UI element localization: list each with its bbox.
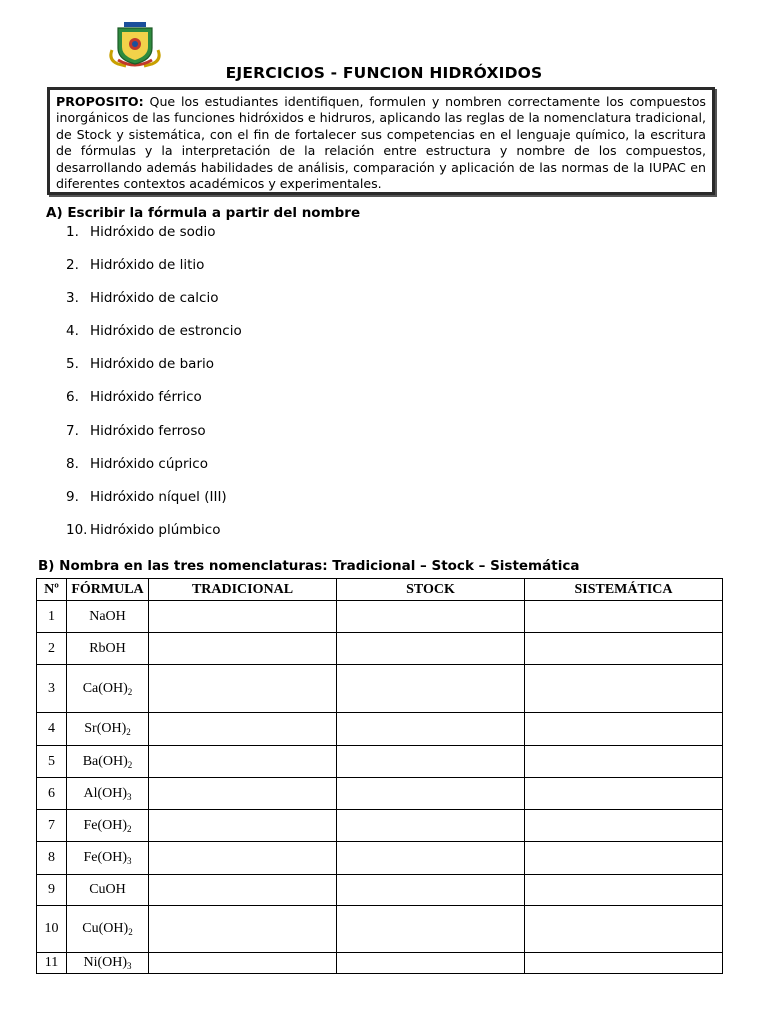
stock-answer-cell[interactable] [337, 601, 525, 633]
purpose-box [47, 87, 715, 195]
row-formula [67, 746, 149, 778]
formula-base: NaOH [89, 608, 126, 624]
row-formula [67, 713, 149, 746]
table-header-row [37, 579, 723, 601]
item-text: Hidróxido cúprico [90, 455, 208, 472]
row-number: 3 [37, 665, 67, 713]
row-formula [67, 810, 149, 842]
table-row [37, 633, 723, 665]
row-formula [67, 778, 149, 810]
traditional-answer-cell[interactable] [149, 953, 337, 974]
row-number: 11 [37, 953, 67, 974]
stock-answer-cell[interactable] [337, 713, 525, 746]
list-item [66, 423, 242, 456]
item-text: Hidróxido férrico [90, 389, 202, 406]
table-row [37, 906, 723, 953]
formula-base: Fe(OH) [83, 850, 128, 865]
stock-answer-cell[interactable] [337, 810, 525, 842]
systematic-answer-cell[interactable] [525, 906, 723, 953]
systematic-answer-cell[interactable] [525, 746, 723, 778]
list-item [66, 489, 242, 522]
row-number: 6 [37, 778, 67, 810]
traditional-answer-cell[interactable] [149, 778, 337, 810]
item-number: 8. [66, 455, 79, 472]
school-emblem-logo [106, 20, 164, 70]
table-row [37, 875, 723, 906]
formula-base: Al(OH) [83, 785, 128, 801]
traditional-answer-cell[interactable] [149, 746, 337, 778]
row-number: 10 [37, 906, 67, 953]
formula-base: Cu(OH) [82, 921, 129, 936]
item-number: 7. [66, 422, 79, 439]
list-item [66, 522, 242, 555]
systematic-answer-cell[interactable] [525, 601, 723, 633]
stock-answer-cell[interactable] [337, 953, 525, 974]
stock-answer-cell[interactable] [337, 633, 525, 665]
systematic-answer-cell[interactable] [525, 778, 723, 810]
traditional-answer-cell[interactable] [149, 810, 337, 842]
table-row [37, 746, 723, 778]
purpose-text: Que los estudiantes identifiquen, formulen y nombren correctamente los compuestos inorgánicos de las funciones hidróxidos e hidruros, aplicando las reglas de la nomenclatura tradicional, de Stock y sistemática, con el fin de fortalecer sus competencias en el lenguaje químico, la escritura de fórmulas y la interpretación de la relación entre estructura y nombre de los compuestos, desarrollando además habilidades de análisis, comparación y aplicación de las normas de la IUPAC en diferentes contextos académicos y experimentales. [56, 94, 706, 192]
formula-base: Ni(OH) [83, 955, 128, 970]
list-item [66, 389, 242, 422]
column-header-traditional: TRADICIONAL [149, 579, 337, 601]
formula-subscript: 2 [126, 727, 131, 737]
systematic-answer-cell[interactable] [525, 633, 723, 665]
systematic-answer-cell[interactable] [525, 842, 723, 875]
row-number: 4 [37, 713, 67, 746]
item-text: Hidróxido plúmbico [90, 521, 221, 538]
formula-subscript: 2 [127, 759, 133, 770]
nomenclature-table [36, 578, 723, 974]
formula-subscript: 2 [128, 927, 133, 937]
traditional-answer-cell[interactable] [149, 875, 337, 906]
list-item [66, 456, 242, 489]
stock-answer-cell[interactable] [337, 665, 525, 713]
row-formula [67, 601, 149, 633]
list-item [66, 257, 242, 290]
table-row [37, 665, 723, 713]
row-formula [67, 665, 149, 713]
table-row [37, 810, 723, 842]
row-number: 9 [37, 875, 67, 906]
item-number: 1. [66, 224, 79, 240]
formula-subscript: 3 [127, 961, 132, 971]
traditional-answer-cell[interactable] [149, 665, 337, 713]
item-number: 3. [66, 290, 79, 307]
item-text: Hidróxido ferroso [90, 422, 206, 439]
formula-base: Ca(OH) [82, 680, 128, 696]
table-body [37, 601, 723, 974]
formula-base: Ba(OH) [82, 753, 128, 769]
column-header-formula: FÓRMULA [67, 579, 149, 601]
row-formula [67, 953, 149, 974]
section-a-heading: A) Escribir la fórmula a partir del nombre [46, 205, 361, 221]
item-number: 5. [66, 356, 79, 373]
systematic-answer-cell[interactable] [525, 953, 723, 974]
formula-subscript: 3 [127, 856, 132, 866]
formula-base: Fe(OH) [83, 817, 128, 833]
item-number: 6. [66, 389, 79, 406]
row-number: 7 [37, 810, 67, 842]
traditional-answer-cell[interactable] [149, 713, 337, 746]
traditional-answer-cell[interactable] [149, 906, 337, 953]
item-text: Hidróxido de bario [90, 356, 214, 373]
item-text: Hidróxido de litio [90, 257, 205, 274]
list-item [66, 290, 242, 323]
formula-base: CuOH [89, 882, 126, 897]
item-text: Hidróxido níquel (III) [90, 488, 227, 505]
row-formula [67, 906, 149, 953]
column-header-stock: STOCK [337, 579, 525, 601]
stock-answer-cell[interactable] [337, 842, 525, 875]
item-number: 10. [66, 521, 88, 538]
systematic-answer-cell[interactable] [525, 713, 723, 746]
list-item [66, 323, 242, 356]
systematic-answer-cell[interactable] [525, 810, 723, 842]
section-b-heading: B) Nombra en las tres nomenclaturas: Tradicional – Stock – Sistemática [38, 558, 580, 574]
formula-subscript: 2 [127, 823, 132, 834]
formula-subscript: 2 [127, 686, 133, 697]
row-formula [67, 633, 149, 665]
column-header-systematic: SISTEMÁTICA [525, 579, 723, 601]
systematic-answer-cell[interactable] [525, 665, 723, 713]
section-a-list [66, 224, 242, 555]
row-number: 5 [37, 746, 67, 778]
formula-base: RbOH [89, 640, 126, 656]
traditional-answer-cell[interactable] [149, 633, 337, 665]
list-item [66, 356, 242, 389]
traditional-answer-cell[interactable] [149, 601, 337, 633]
item-text: Hidróxido de sodio [90, 224, 216, 240]
table-row [37, 713, 723, 746]
systematic-answer-cell[interactable] [525, 875, 723, 906]
list-item [66, 224, 242, 257]
item-number: 9. [66, 488, 79, 505]
row-number: 1 [37, 601, 67, 633]
row-number: 2 [37, 633, 67, 665]
item-text: Hidróxido de calcio [90, 290, 219, 307]
row-number: 8 [37, 842, 67, 875]
purpose-label: PROPOSITO: [56, 94, 144, 109]
page-title: EJERCICIOS - FUNCION HIDRÓXIDOS [225, 64, 543, 82]
formula-subscript: 3 [127, 791, 132, 802]
table-row [37, 601, 723, 633]
item-number: 2. [66, 257, 79, 274]
stock-answer-cell[interactable] [337, 746, 525, 778]
item-text: Hidróxido de estroncio [90, 323, 242, 340]
stock-answer-cell[interactable] [337, 906, 525, 953]
column-header-number: Nº [37, 579, 67, 601]
table-row [37, 953, 723, 974]
row-formula [67, 875, 149, 906]
traditional-answer-cell[interactable] [149, 842, 337, 875]
formula-base: Sr(OH) [84, 721, 127, 736]
table-row [37, 842, 723, 875]
item-number: 4. [66, 323, 79, 340]
table-row [37, 778, 723, 810]
stock-answer-cell[interactable] [337, 778, 525, 810]
stock-answer-cell[interactable] [337, 875, 525, 906]
row-formula [67, 842, 149, 875]
